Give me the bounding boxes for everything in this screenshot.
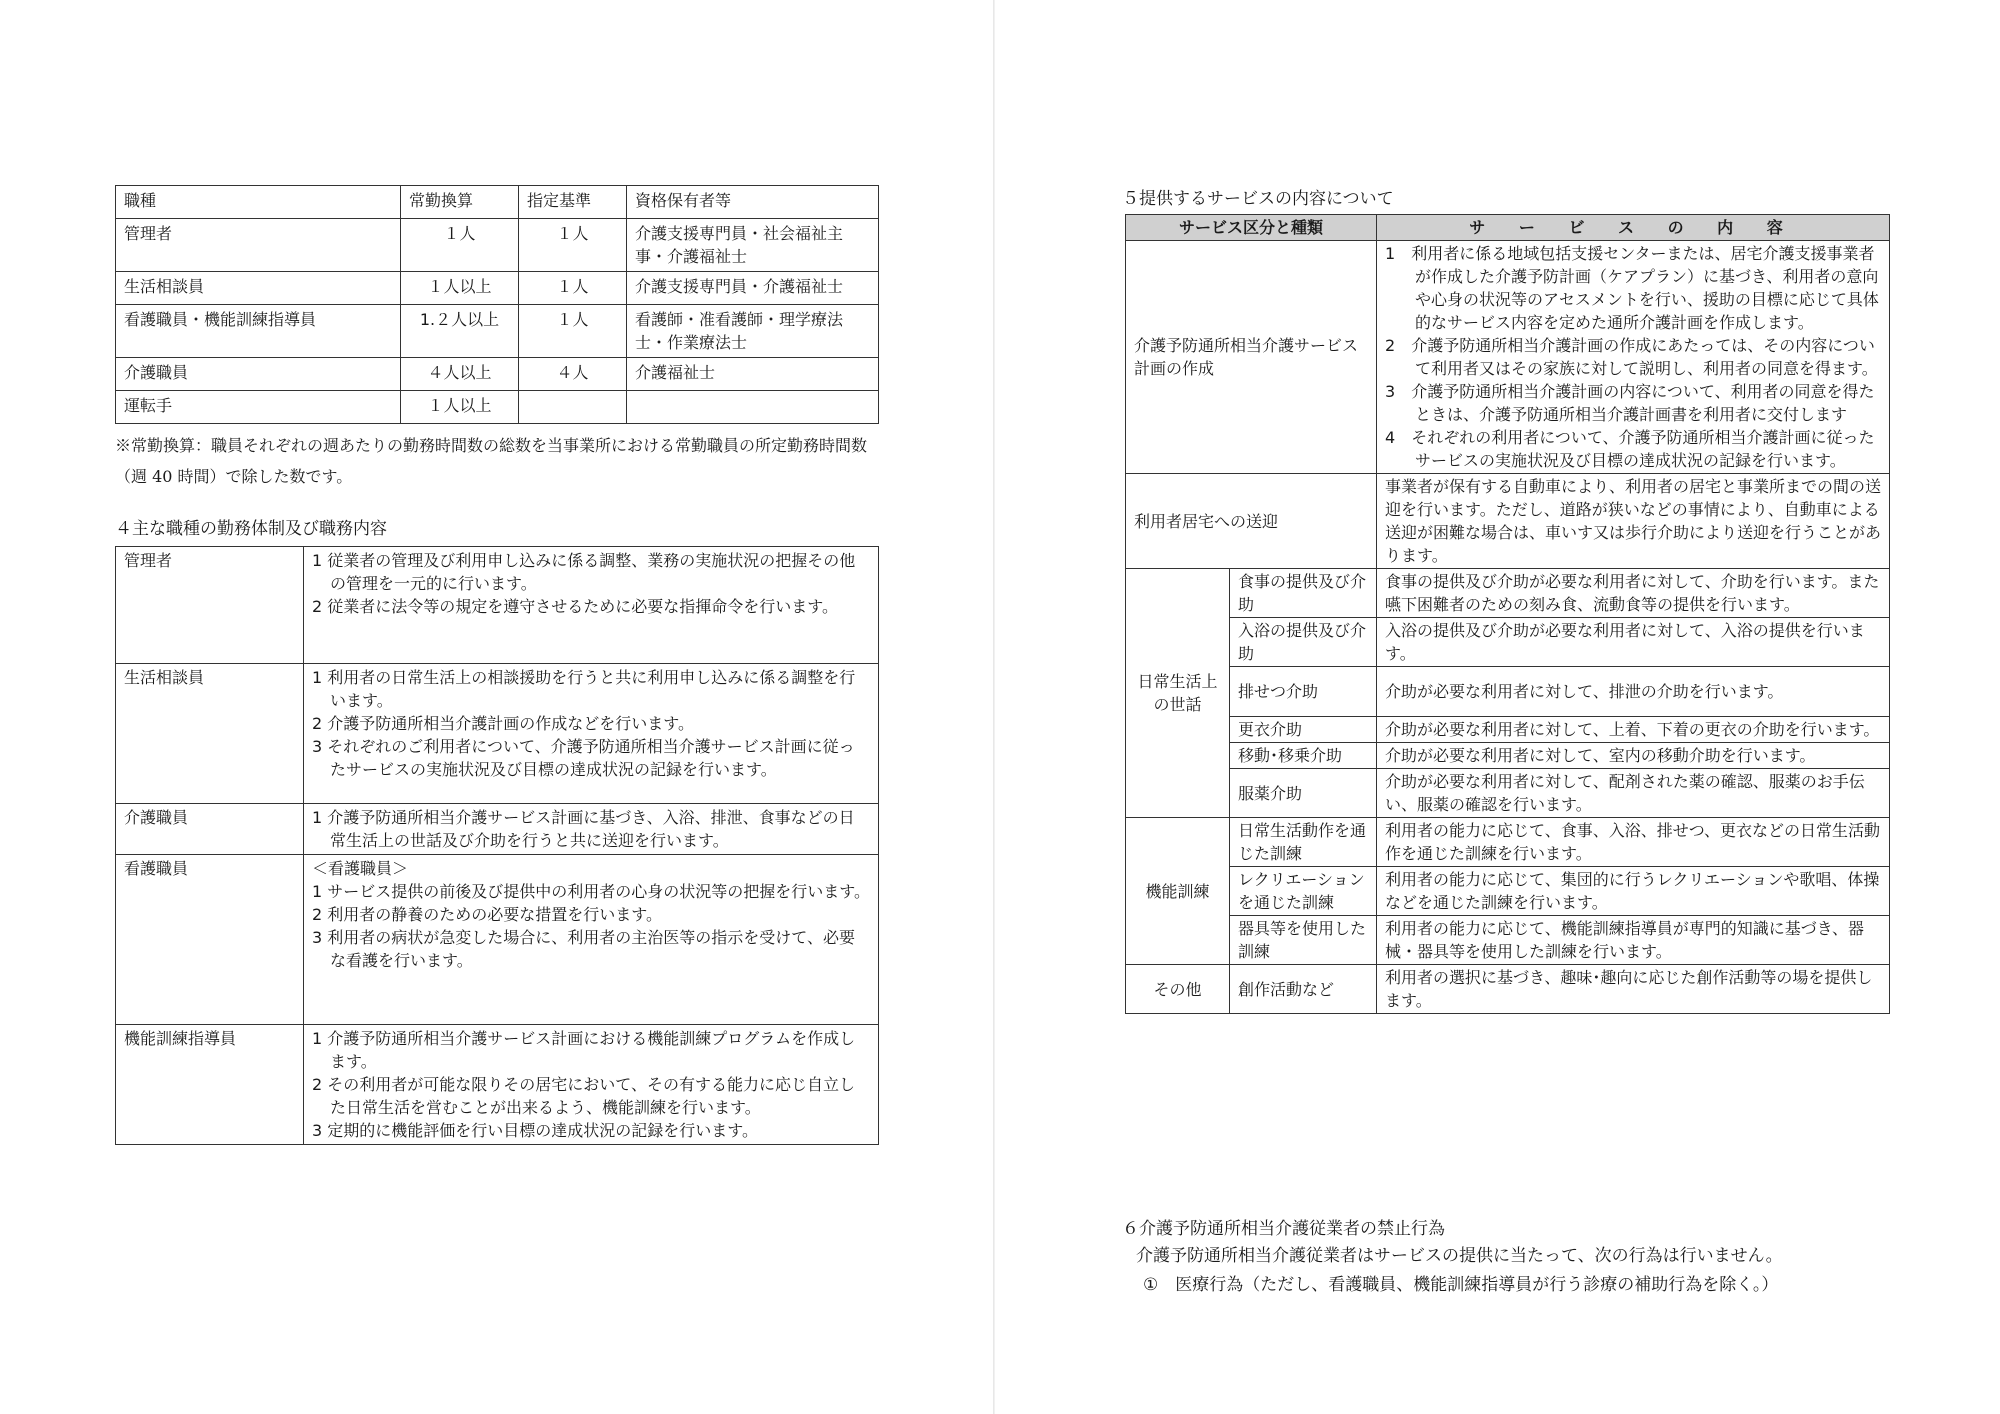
cell-role: 運転手 [116,391,401,424]
duty-content [304,664,879,804]
service-content-plan [1377,241,1890,474]
service-item-text: 食事の提供及び介助が必要な利用者に対して、介助を行います。また嚥下困難者のための刻み食、流動食等の提供を行います。 [1377,569,1890,618]
service-item-name: 更衣介助 [1230,717,1377,743]
duty-table [115,546,879,1145]
service-item-text: 介助が必要な利用者に対して、排泄の介助を行います。 [1377,667,1890,717]
cell-qualifications: 介護支援専門員・介護福祉士 [627,272,879,305]
table-row [1126,667,1890,717]
list-item: 2 介護予防通所相当介護計画の作成にあたっては、その内容について利用者又はその家族に対して説明し、利用者の同意を得ます。 [1385,336,1878,378]
cell-fte: １人以上 [401,272,519,305]
section6-intro: 介護予防通所相当介護従業者はサービスの提供に当たって、次の行為は行いません。 [1136,1246,1783,1266]
service-label-transport: 利用者居宅への送迎 [1126,474,1377,569]
duty-content [304,1025,879,1145]
service-table-header [1126,215,1890,241]
section6-item-1: ① 医療行為（ただし、看護職員、機能訓練指導員が行う診療の補助行為を除く。） [1143,1275,1779,1295]
cell-role: 看護職員・機能訓練指導員 [116,305,401,358]
table-row [116,1025,879,1145]
col-header-role: 職種 [116,186,401,219]
table-row [1126,743,1890,769]
table-row [116,358,879,391]
service-content-transport: 事業者が保有する自動車により、利用者の居宅と事業所までの間の送迎を行います。ただし、道路が狭いなどの事情により、自動車による送迎が困難な場合は、車いす又は歩行介助により送迎を行うことがあります。 [1377,474,1890,569]
cell-role: 生活相談員 [116,272,401,305]
staff-table-header [116,186,879,219]
col-header-service-category: サービス区分と種類 [1126,215,1377,241]
list-item: 1 利用者の日常生活上の相談援助を行うと共に利用申し込みに係る調整を行います。 [312,668,856,710]
list-item: 3 定期的に機能評価を行い目標の達成状況の記録を行います。 [312,1121,758,1140]
fte-note: ※常勤換算：職員それぞれの週あたりの勤務時間数の総数を当事業所における常勤職員の所定勤務時間数（週 40 時間）で除した数です。 [115,436,868,486]
table-row [1126,867,1890,916]
staff-table [115,185,879,424]
duty-role: 機能訓練指導員 [116,1025,304,1145]
service-group-training: 機能訓練 [1126,818,1230,965]
list-item: 4 それぞれの利用者について、介護予防通所相当介護計画に従ったサービスの実施状況及び目標の達成状況の記録を行います。 [1385,428,1875,470]
table-row [116,855,879,1025]
cell-role: 介護職員 [116,358,401,391]
table-row [1126,474,1890,569]
list-item: 2 その利用者が可能な限りその居宅において、その有する能力に応じ自立した日常生活を営むことが出来るよう、機能訓練を行います。 [312,1075,855,1117]
col-header-standard: 指定基準 [519,186,627,219]
table-row [1126,916,1890,965]
cell-fte: 1.２人以上 [401,305,519,358]
table-row [116,219,879,272]
service-item-name: 移動･移乗介助 [1230,743,1377,769]
service-item-name: 器具等を使用した訓練 [1230,916,1377,965]
page-gutter [993,0,995,1414]
duty-role: 看護職員 [116,855,304,1025]
table-row [1126,965,1890,1014]
table-row [116,272,879,305]
table-row [116,305,879,358]
table-row [1126,818,1890,867]
duty-role: 管理者 [116,547,304,664]
service-item-name: 入浴の提供及び介助 [1230,618,1377,667]
service-item-name: 食事の提供及び介助 [1230,569,1377,618]
list-item: 1 介護予防通所相当介護サービス計画における機能訓練プログラムを作成します。 [312,1029,856,1071]
cell-standard: ４人 [519,358,627,391]
section6-title: ６介護予防通所相当介護従業者の禁止行為 [1122,1219,1445,1239]
table-row [1126,717,1890,743]
service-item-text: 利用者の能力に応じて、食事、入浴、排せつ、更衣などの日常生活動作を通じた訓練を行います。 [1377,818,1890,867]
duty-content [304,547,879,664]
cell-qualifications: 介護福祉士 [627,358,879,391]
cell-fte: １人 [401,219,519,272]
col-header-qualifications: 資格保有者等 [627,186,879,219]
list-item: 1 介護予防通所相当介護サービス計画に基づき、入浴、排泄、食事などの日常生活上の世話及び介助を行うと共に送迎を行います。 [312,808,855,850]
list-item: 2 従業者に法令等の規定を遵守させるために必要な指揮命令を行います。 [312,597,838,616]
service-item-text: 介助が必要な利用者に対して、配剤された薬の確認、服薬のお手伝い、服薬の確認を行います。 [1377,769,1890,818]
cell-standard: １人 [519,219,627,272]
table-row [116,547,879,664]
list-item: 1 サービス提供の前後及び提供中の利用者の心身の状況等の把握を行います。 [312,882,870,901]
cell-standard [519,391,627,424]
service-item-text: 介助が必要な利用者に対して、室内の移動介助を行います。 [1377,743,1890,769]
cell-standard: １人 [519,305,627,358]
table-row [116,804,879,855]
col-header-fte: 常勤換算 [401,186,519,219]
table-row [1126,769,1890,818]
service-item-text: 利用者の選択に基づき、趣味･趣向に応じた創作活動等の場を提供します。 [1377,965,1890,1014]
service-item-name: 日常生活動作を通じた訓練 [1230,818,1377,867]
service-group-daily: 日常生活上の世話 [1126,569,1230,818]
service-item-name: 創作活動など [1230,965,1377,1014]
service-item-name: 服薬介助 [1230,769,1377,818]
duty-role: 介護職員 [116,804,304,855]
cell-role: 管理者 [116,219,401,272]
service-group-other: その他 [1126,965,1230,1014]
list-item: 3 利用者の病状が急変した場合に、利用者の主治医等の指示を受けて、必要な看護を行います。 [312,928,855,970]
service-item-text: 入浴の提供及び介助が必要な利用者に対して、入浴の提供を行います。 [1377,618,1890,667]
list-item: 2 介護予防通所相当介護計画の作成などを行います。 [312,714,694,733]
table-row [1126,618,1890,667]
section5-title: ５提供するサービスの内容について [1122,189,1394,209]
service-label-plan: 介護予防通所相当介護サービス計画の作成 [1126,241,1377,474]
service-item-name: レクリエーションを通じた訓練 [1230,867,1377,916]
cell-qualifications: 看護師・准看護師・理学療法士・作業療法士 [627,305,879,358]
duty-role: 生活相談員 [116,664,304,804]
table-row [116,391,879,424]
table-row [116,664,879,804]
service-item-name: 排せつ介助 [1230,667,1377,717]
service-table [1125,214,1890,1014]
list-item: 3 介護予防通所相当介護計画の内容について、利用者の同意を得たときは、介護予防通所相当介護計画書を利用者に交付します [1385,382,1875,424]
section4-title: ４主な職種の勤務体制及び職務内容 [115,519,387,539]
service-item-text: 介助が必要な利用者に対して、上着、下着の更衣の介助を行います。 [1377,717,1890,743]
list-item: 3 それぞれのご利用者について、介護予防通所相当介護サービス計画に従ったサービスの実施状況及び目標の達成状況の記録を行います。 [312,737,855,779]
service-item-text: 利用者の能力に応じて、集団的に行うレクリエーションや歌唱、体操などを通じた訓練を行います。 [1377,867,1890,916]
list-item: 1 利用者に係る地域包括支援センターまたは、居宅介護支援事業者が作成した介護予防計画（ケアプラン）に基づき、利用者の意向や心身の状況等のアセスメントを行い、援助の目標に応じて具体的なサービス内容を定めた通所介護計画を作成します。 [1385,244,1879,332]
list-item: 2 利用者の静養のための必要な措置を行います。 [312,905,662,924]
cell-fte: １人以上 [401,391,519,424]
nurse-subhead: ＜看護職員＞ [312,859,409,878]
service-item-text: 利用者の能力に応じて、機能訓練指導員が専門的知識に基づき、器械・器具等を使用した訓練を行います。 [1377,916,1890,965]
table-row [1126,569,1890,618]
cell-standard: １人 [519,272,627,305]
duty-content [304,804,879,855]
table-row [1126,241,1890,474]
col-header-service-content: サ ー ビ ス の 内 容 [1377,215,1890,241]
list-item: 1 従業者の管理及び利用申し込みに係る調整、業務の実施状況の把握その他の管理を一元的に行います。 [312,551,856,593]
cell-fte: ４人以上 [401,358,519,391]
duty-content [304,855,879,1025]
cell-qualifications: 介護支援専門員・社会福祉主事・介護福祉士 [627,219,879,272]
cell-qualifications [627,391,879,424]
